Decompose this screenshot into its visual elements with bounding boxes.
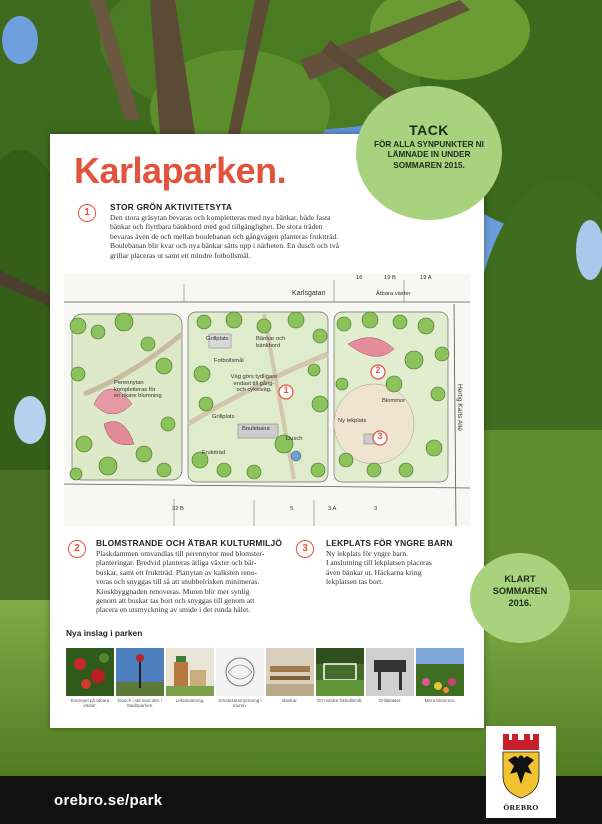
label-ny-lekplats: Ny lekplats: [338, 418, 367, 424]
label-bankar: Bänkar och bänkbord: [256, 336, 286, 349]
photo-football-goal: [316, 648, 364, 696]
logo-wordmark: ÖREBRO: [503, 803, 539, 812]
photo-grill: [366, 648, 414, 696]
section-2-number: 2: [68, 540, 86, 558]
park-map-drawing: [64, 274, 470, 526]
house-number: 3 A: [328, 506, 337, 512]
section-1-number: 1: [78, 204, 96, 222]
street-hertig-karls-alle: Hertig Karls Allé: [456, 384, 463, 431]
section-2-text: Plaskdammen omvandlas till perennytor med blomster- planteringar. Bredvid planteras ätliga växter och bär- buskar, samt ett fruktträd. Plattytan av kalksten reno- veras och snyggas till så att snubbelrisken minimeras. Kioskbyggnaden renoveras. Muren blir mer synlig genom att buskar tas bort och snyggas till genom att placera en utsmyckning av smide i det runda hålet.: [96, 549, 265, 615]
section-3-text: Ny lekplats för yngre barn. I anslutning till lekplatsen placeras även bänkar ut. Häckarna kring lekplatsen tas bort.: [326, 549, 432, 587]
photo-benches: [266, 648, 314, 696]
street-karlsgatan: Karlsgatan: [292, 290, 326, 297]
caption: Exempel på ätbara växter.: [70, 698, 110, 709]
photo-flowers: [416, 648, 464, 696]
completion-circle: KLART SOMMAREN 2016.: [470, 553, 570, 643]
house-number: 32 B: [172, 506, 184, 512]
label-blommor: Blommor: [382, 398, 406, 404]
thank-you-heading: TACK: [409, 122, 449, 138]
thank-you-text: FÖR ALLA SYNPUNKTER NI LÄMNADE IN UNDER SOMMAREN 2015.: [374, 140, 484, 170]
info-card: [50, 134, 484, 728]
caption: Ett mindre fotbollsmål.: [317, 698, 363, 703]
section-1-heading: STOR GRÖN AKTIVITETSYTA: [110, 202, 233, 212]
photo-play-equipment: [166, 648, 214, 696]
photo-shower: [116, 648, 164, 696]
footer-url-link[interactable]: orebro.se/park: [54, 792, 163, 809]
label-dusch: Dusch: [286, 436, 303, 442]
section-3-number: 3: [296, 540, 314, 558]
house-number: 3: [374, 506, 378, 512]
map-marker-2: 2: [375, 365, 381, 375]
thank-you-circle: [356, 86, 502, 220]
caption: Mera blommor.: [424, 698, 456, 703]
label-vag: Väg görs tydligare endast till gång- och cykelväg.: [230, 374, 278, 394]
label-atbara-vaxter: Ätbara växter: [376, 291, 411, 297]
caption: Grillplatser.: [378, 698, 402, 703]
caption: Lekutrustning.: [175, 698, 205, 703]
label-grillplats: Grillplats: [206, 336, 229, 342]
house-number: 19 A: [420, 275, 432, 281]
label-grillplats: Grillplats: [212, 414, 235, 420]
house-number: 5: [290, 506, 294, 512]
label-perennytan: Perennytan kompletteras för en rikare blomning: [114, 380, 162, 400]
coat-of-arms-icon: [486, 726, 556, 802]
map-marker-3: 3: [377, 431, 383, 441]
page-title: Karlaparken.: [74, 150, 287, 191]
caption: Bänkar.: [282, 698, 298, 703]
photo-edible-plants: [66, 648, 114, 696]
label-fruktrad: Fruktträd: [202, 450, 226, 456]
orebro-logo: [486, 726, 556, 818]
map-marker-1: 1: [283, 385, 289, 395]
park-map: [64, 274, 470, 526]
section-1-text: Den stora gräsytan bevaras och kompletteras med nya bänkar, både fasta bänkar och flyttbara bänkbord med god tillgänglighet. De stora träden bevaras även de och mellan boulebanan och gångvägen planteras fruktträd. Boulebanan blir kvar och nya bänkar sätts upp i närheten. En dusch och två grillar placeras ut samt ett mindre fotbollsmål.: [110, 213, 340, 260]
house-number: 19 B: [384, 275, 396, 281]
photo-wrought-iron: [216, 648, 264, 696]
caption: Dusch i stil med den i Stadsparken.: [118, 698, 162, 709]
house-number: 16: [356, 275, 363, 281]
caption: Smidesutsmyckning i muren.: [218, 698, 262, 709]
section-2-heading: BLOMSTRANDE OCH ÄTBAR KULTURMILJÖ: [96, 538, 283, 548]
new-features-heading: Nya inslag i parken: [66, 628, 143, 638]
section-3-heading: LEKPLATS FÖR YNGRE BARN: [326, 538, 453, 548]
label-fotbollsmal: Fotbollsmål: [214, 358, 244, 364]
label-boulebana: Boulebana: [242, 426, 270, 432]
